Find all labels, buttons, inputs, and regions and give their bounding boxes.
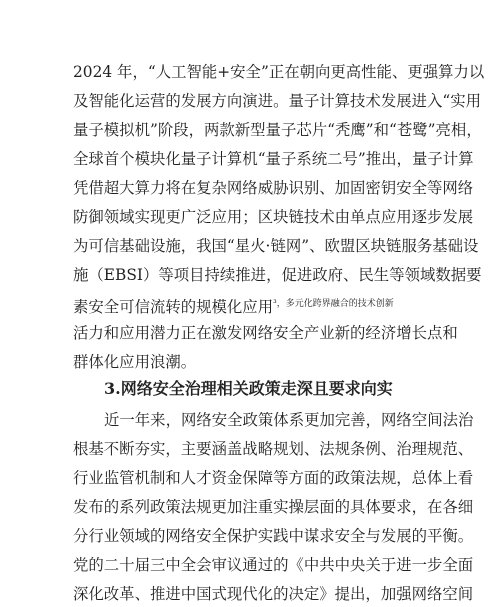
paragraph-line-14 [73, 465, 474, 491]
paragraph-line-5-text: 凭借超大算力将在复杂网络威胁识别、加固密钥安全等网络 [73, 179, 474, 197]
paragraph-line-16-text: 分行业领域的网络安全保护实践中谋求安全与发展的平衡。 [73, 527, 474, 545]
paragraph-line-13-text: 根基不断夯实，主要涵盖战略规划、法规条例、治理规范、 [73, 440, 474, 458]
paragraph-line-17-text: 党的二十届三中全会审议通过的《中共中央关于进一步全面 [73, 556, 474, 574]
paragraph-line-3-text: 量子模拟机”阶段，两款新型量子芯片“秃鹰”和“苍鹭”亮相， [73, 121, 482, 139]
paragraph-line-3 [73, 117, 482, 143]
paragraph-line-16 [73, 523, 474, 549]
paragraph-line-2-text: 及智能化运营的发展方向演进。量子计算技术发展进入“实用 [73, 92, 482, 110]
paragraph-line-7-text: 为可信基础设施，我国“星火·链网”、欧盟区块链服务基础设 [73, 237, 479, 255]
paragraph-line-18 [73, 581, 474, 607]
footnote-marker: ³，多元化跨界融合的技术创新 [273, 299, 394, 309]
paragraph-line-11-text: 群体化应用浪潮。 [73, 353, 197, 371]
paragraph-line-1 [73, 59, 485, 85]
paragraph-line-8-text: 施（EBSI）等项目持续推进，促进政府、民生等领域数据要 [73, 266, 482, 284]
paragraph-line-7 [73, 233, 479, 259]
paragraph-line-15-text: 发布的系列政策法规更加注重实操层面的具体要求，在各细 [73, 498, 474, 516]
paragraph-line-6 [73, 204, 474, 230]
section-heading [104, 376, 428, 402]
paragraph-line-4-text: 全球首个模块化量子计算机“量子系统二号”推出，量子计算 [73, 150, 474, 168]
paragraph-line-1-text: 2024 年，“人工智能+安全”正在朝向更高性能、更强算力以 [73, 63, 485, 81]
paragraph-line-2 [73, 88, 482, 114]
paragraph-line-12-text: 近一年来，网络安全政策体系更加完善，网络空间法治 [104, 411, 474, 429]
paragraph-line-9-main: 素安全可信流转的规模化应用 [73, 298, 274, 317]
paragraph-line-15 [73, 494, 474, 520]
paragraph-line-10 [73, 320, 458, 346]
paragraph-line-17 [73, 552, 474, 578]
paragraph-line-10-text: 活力和应用潜力正在激发网络安全产业新的经济增长点和 [73, 324, 458, 342]
section-heading-text: 3.网络安全治理相关政策走深且要求向实 [104, 379, 393, 398]
paragraph-line-11 [73, 349, 429, 375]
paragraph-line-18-text: 深化改革、推进中国式现代化的决定》提出，加强网络空间 [73, 585, 474, 603]
paragraph-line-4 [73, 146, 474, 172]
paragraph-line-9-text [73, 291, 429, 320]
paragraph-line-14-text: 行业监管机制和人才资金保障等方面的政策法规，总体上看 [73, 469, 474, 487]
paragraph-line-9 [73, 291, 429, 317]
paragraph-line-6-text: 防御领域实现更广泛应用；区块链技术由单点应用逐步发展 [73, 208, 474, 226]
paragraph-line-8 [73, 262, 482, 288]
paragraph-line-5 [73, 175, 474, 201]
paragraph-line-13 [73, 436, 474, 462]
paragraph-line-12 [104, 407, 474, 433]
